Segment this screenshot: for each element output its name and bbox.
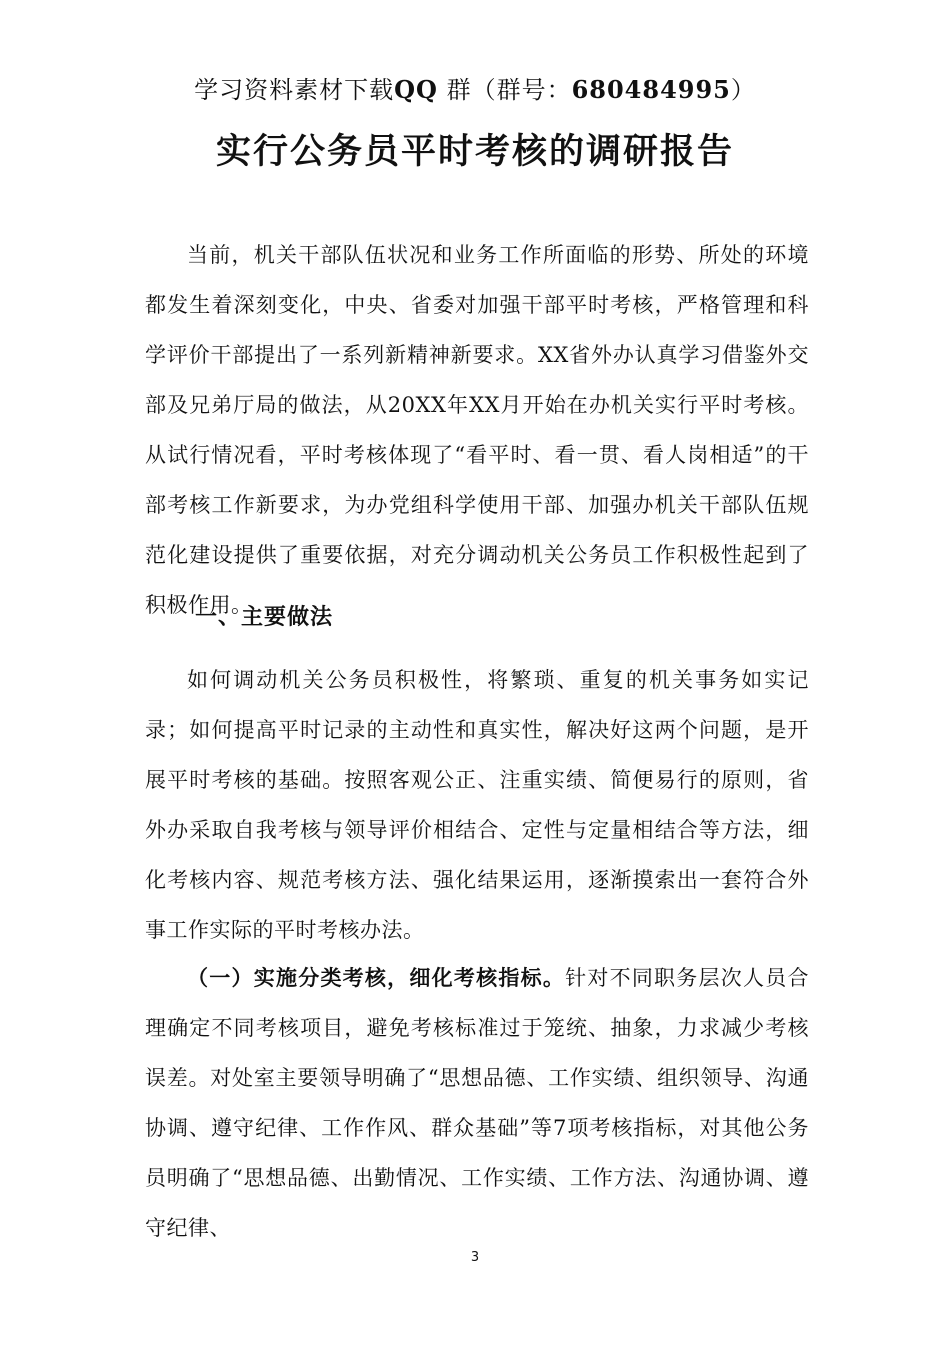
paragraph-classified-body: 针对不同职务层次人员合理确定不同考核项目，避免考核标准过于笼统、抽象，力求减少考核误差。对处室主要领导明确了“思想品德、工作实绩、组织领导、沟通协调、遵守纪律、工作作风、群众基础”等7项考核指标，对其他公务员明确了“思想品德、出勤情况、工作实绩、工作方法、沟通协调、遵守纪律、 [145,966,810,1240]
header-group-number: 680484995 [571,75,731,104]
subsection-heading: （一）实施分类考核，细化考核指标。 [187,965,566,990]
paragraph-classified-assessment [145,953,809,1253]
header-suffix: ） [730,76,756,104]
header-qq: QQ [394,75,438,104]
header-banner [0,72,950,108]
header-group-label: 群（群号： [446,76,572,104]
paragraph-practices: 如何调动机关公务员积极性，将繁琐、重复的机关事务如实记录；如何提高平时记录的主动性和真实性，解决好这两个问题，是开展平时考核的基础。按照客观公正、注重实绩、简便易行的原则，省外办采取自我考核与领导评价相结合、定性与定量相结合等方法，细化考核内容、规范考核方法、强化结果运用，逐渐摸索出一套符合外事工作实际的平时考核办法。 [145,668,809,942]
section-heading-main-practices: 一、主要做法 [195,605,334,630]
page-number: 3 [470,1250,480,1265]
header-prefix: 学习资料素材下载 [194,76,395,104]
paragraph-intro: 当前，机关干部队伍状况和业务工作所面临的形势、所处的环境都发生着深刻变化，中央、省委对加强干部平时考核，严格管理和科学评价干部提出了一系列新精神新要求。XX省外办认真学习借鉴外交部及兄弟厅局的做法，从20XX年XX月开始在办机关实行平时考核。从试行情况看，平时考核体现了“看平时、看一贯、看人岗相适”的干部考核工作新要求，为办党组科学使用干部、加强办机关干部队伍规范化建设提供了重要依据，对充分调动机关公务员工作积极性起到了积极作用。 [145,243,809,617]
document-title: 实行公务员平时考核的调研报告 [215,131,734,172]
